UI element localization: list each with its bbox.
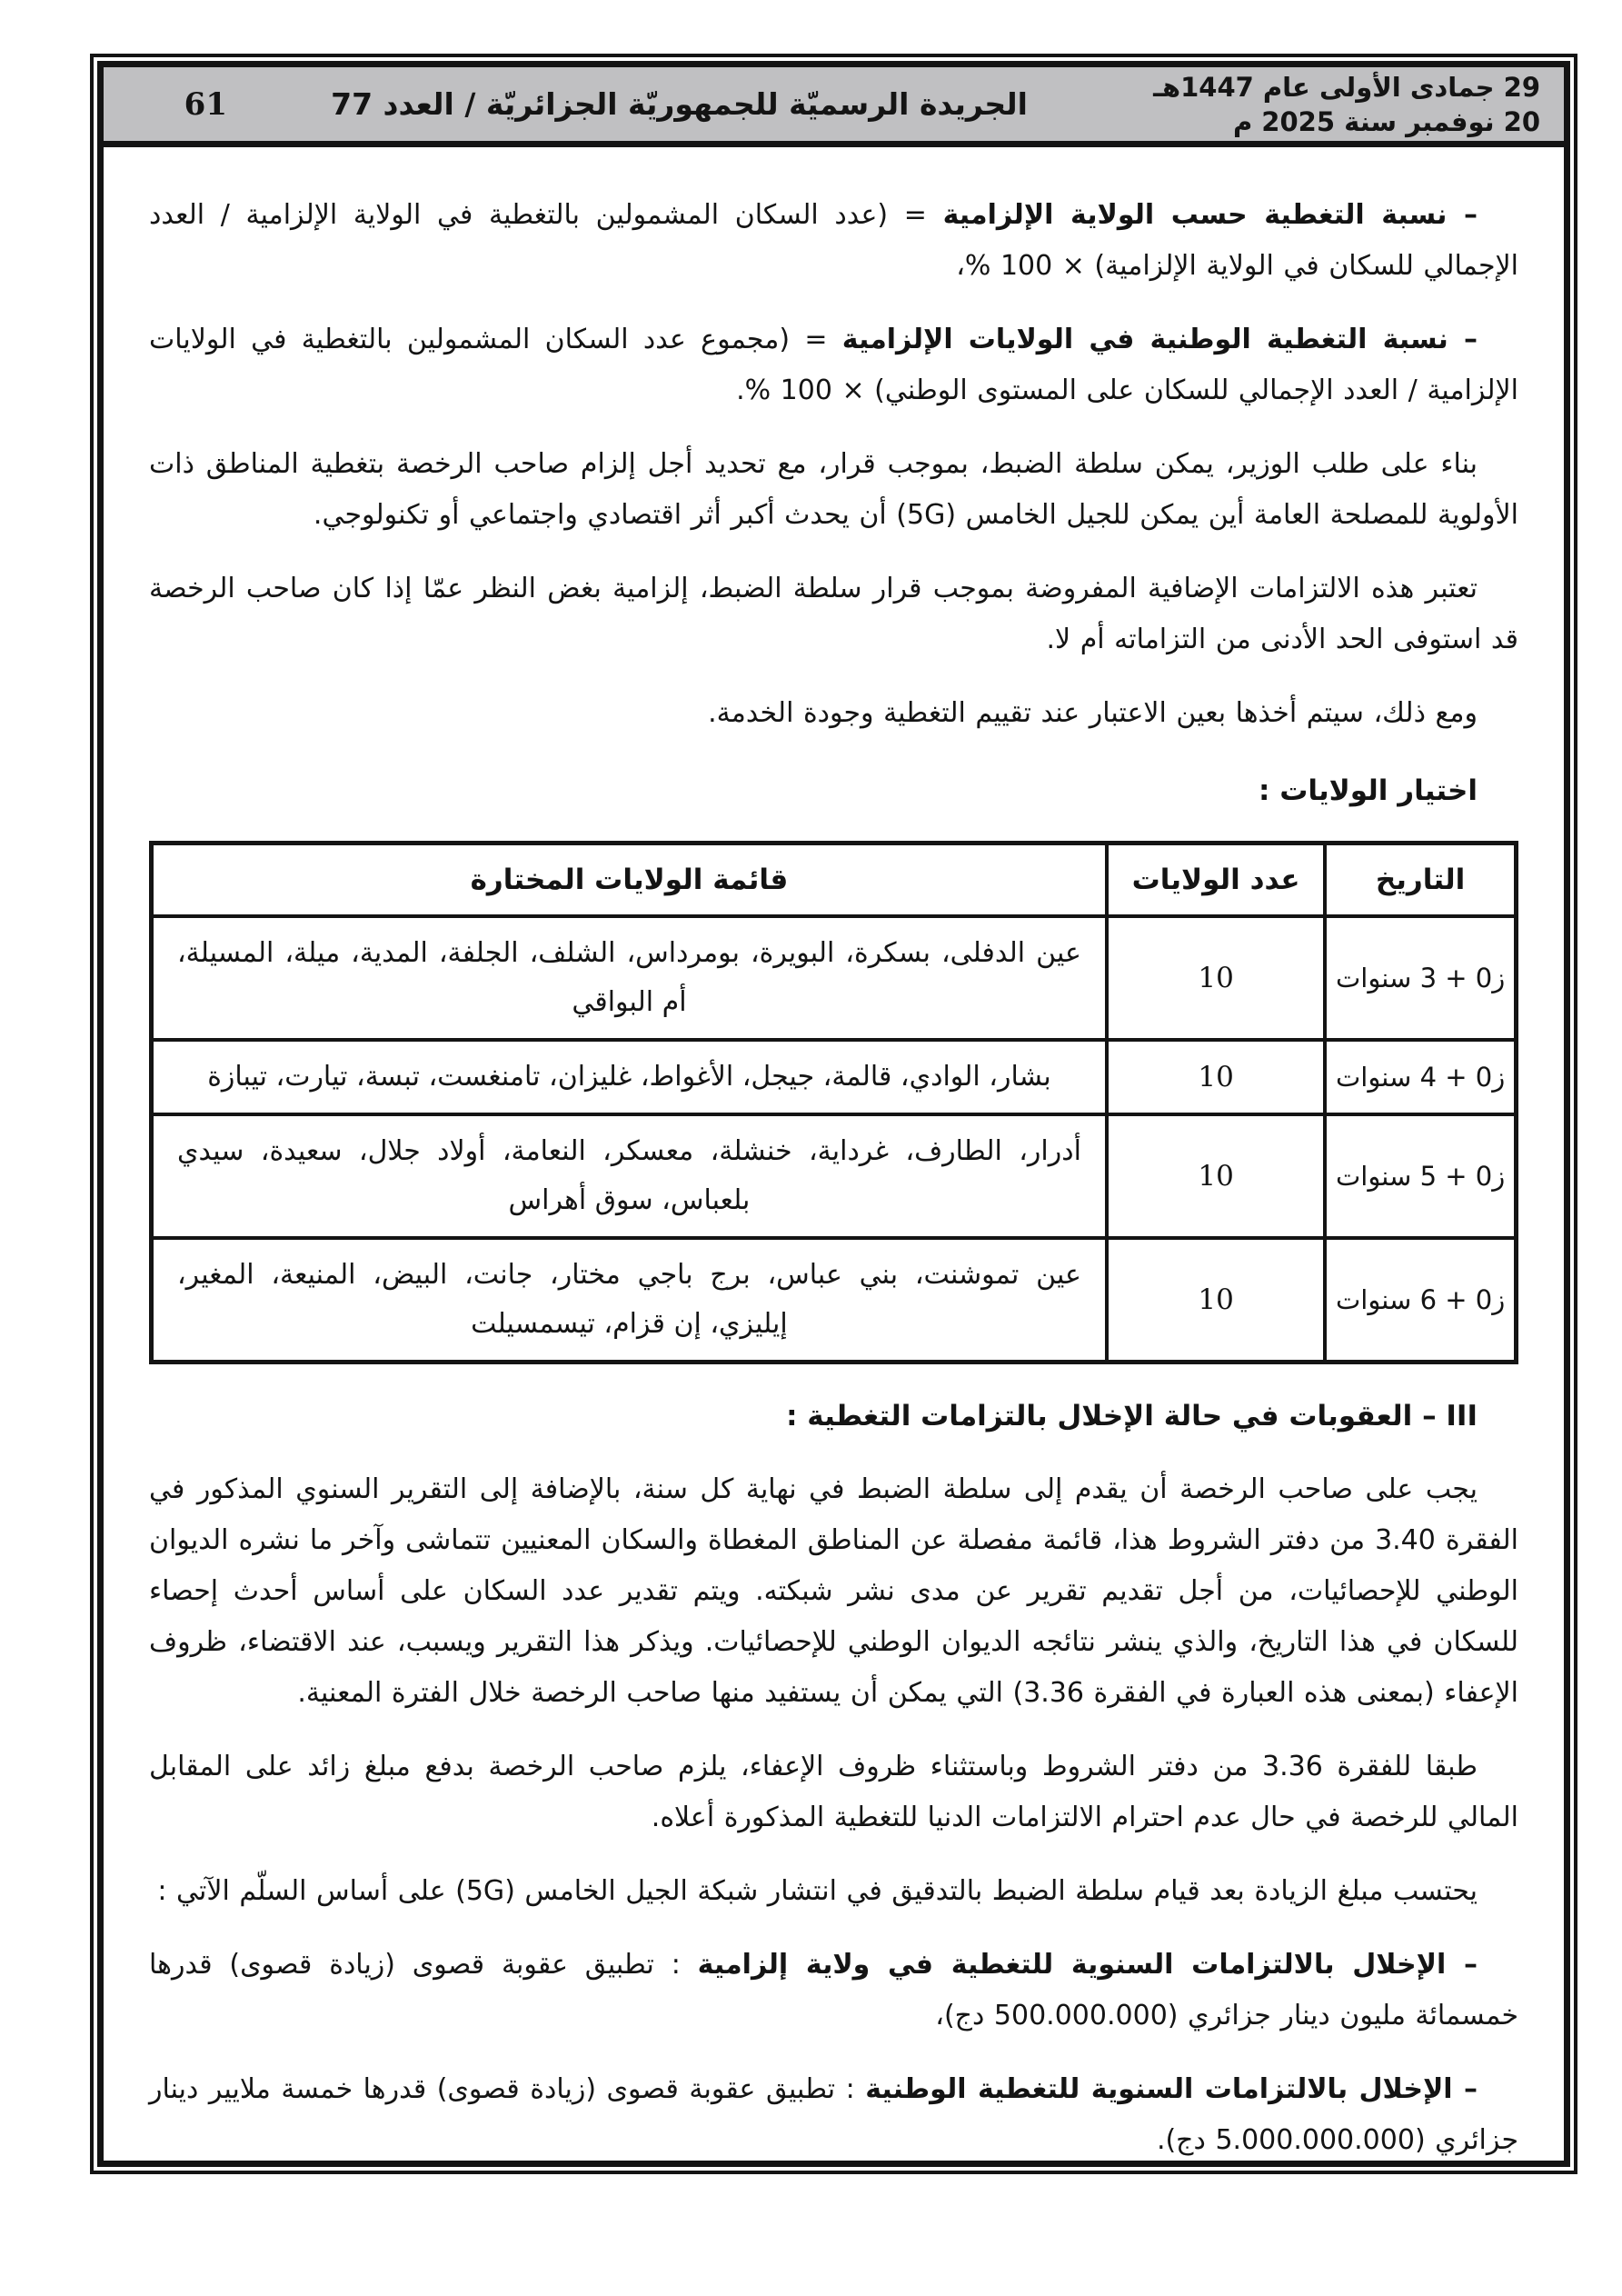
paragraph-text: : تطبيق عقوبة قصوى (زيادة قصوى) قدرها خمسة ملايير دينار جزائري (5.000.000.000 دج).: [149, 2072, 1518, 2156]
table-row: [152, 916, 1517, 1040]
page-number: 61: [184, 85, 227, 123]
wilayas-table: [149, 841, 1518, 1364]
gazette-title: الجريدة الرسميّة للجمهوريّة الجزائريّة / العدد 77: [331, 86, 1028, 122]
paragraph-penalty-scale: يحتسب مبلغ الزيادة بعد قيام سلطة الضبط بالتدقيق في انتشار شبكة الجيل الخامس (5G) على أساس السلّم الآتي :: [157, 1874, 1478, 1907]
heading-wilaya-selection: اختيار الولايات :: [1259, 774, 1478, 807]
row2-count-cell: 10: [1107, 1040, 1325, 1114]
issue-dates: [1131, 70, 1540, 139]
table-header-row: [152, 844, 1517, 916]
row3-count-cell: 10: [1107, 1114, 1325, 1238]
paragraph-surcharge: طبقا للفقرة 3.36 من دفتر الشروط وباستثناء ظروف الإعفاء، يلزم صاحب الرخصة بدفع مبلغ زائد على المقابل المالي للرخصة في حال عدم احترام الالتزامات الدنيا للتغطية المذكورة أعلاه.: [149, 1750, 1518, 1833]
row1-list-cell: عين الدفلى، بسكرة، البويرة، بومرداس، الشلف، الجلفة، المدية، ميلة، المسيلة، أم البواقي: [152, 916, 1107, 1040]
table-row: [152, 1114, 1517, 1238]
date-gregorian: 20 نوفمبر سنة 2025 م: [1232, 105, 1540, 137]
column-header-count: عدد الولايات: [1107, 844, 1325, 916]
table-row: [152, 1040, 1517, 1114]
paragraph-minister-request: بناء على طلب الوزير، يمكن سلطة الضبط، بموجب قرار، مع تحديد أجل إلزام صاحب الرخصة بتغطية المناطق ذات الأولوية للمصلحة العامة أين يمكن للجيل الخامس (5G) أن يحدث أكبر أثر اقتصادي واجتماعي أو تكنولوجي.: [149, 448, 1518, 531]
page-header: [104, 67, 1564, 147]
row1-count-cell: 10: [1107, 916, 1325, 1040]
paragraph-coverage-rate-national: [149, 314, 1518, 416]
row2-list-cell: بشار، الوادي، قالمة، جيجل، الأغواط، غليزان، تامنغست، تبسة، تيارت، تيبازة: [152, 1040, 1107, 1114]
row4-count-cell: 10: [1107, 1238, 1325, 1363]
term-national-breach: – الإخلال بالالتزامات السنوية للتغطية الوطنية: [865, 2072, 1478, 2105]
row3-date-cell: ز0 + 5 سنوات: [1325, 1114, 1516, 1238]
row2-date-cell: ز0 + 4 سنوات: [1325, 1040, 1516, 1114]
wilayas-table-header: [152, 844, 1517, 916]
paragraph-annual-report: يجب على صاحب الرخصة أن يقدم إلى سلطة الضبط في نهاية كل سنة، بالإضافة إلى التقرير السنوي المذكور في الفقرة 3.40 من دفتر الشروط هذا، قائمة مفصلة عن المناطق المغطاة والسكان المعنيين تتماشى وآخر ما نشره الديوان الوطني للإحصائيات، من أجل تقديم تقرير عن مدى نشر شبكته. ويتم تقدير عدد السكان على أساس أحدث إحصاء للسكان في هذا التاريخ، والذي ينشر نتائجه الديوان الوطني للإحصائيات. ويذكر هذا التقرير ويسبب، عند الاقتضاء، ظروف الإعفاء (بمعنى هذه العبارة في الفقرة 3.36) التي يمكن أن يستفيد منها صاحب الرخصة خلال الفترة المعنية.: [149, 1472, 1518, 1709]
page-frame-inner: [97, 61, 1570, 2167]
table-row: [152, 1238, 1517, 1363]
row1-date-cell: ز0 + 3 سنوات: [1325, 916, 1516, 1040]
term-wilaya-breach: – الإخلال بالالتزامات السنوية للتغطية في ولاية إلزامية: [697, 1948, 1478, 1981]
paragraph-text: : تطبيق عقوبة قصوى (زيادة قصوى) قدرها خمسمائة مليون دينار جزائري (500.000.000 دج)،: [149, 1948, 1518, 2031]
column-header-date: التاريخ: [1325, 844, 1516, 916]
bullet-national-breach: [149, 2064, 1518, 2161]
paragraph-however: ومع ذلك، سيتم أخذها بعين الاعتبار عند تقييم التغطية وجودة الخدمة.: [708, 697, 1478, 729]
bullet-wilaya-breach: [149, 1940, 1518, 2041]
heading-penalties-section: III – العقوبات في حالة الإخلال بالتزامات التغطية :: [786, 1399, 1478, 1433]
page-frame: [90, 54, 1577, 2174]
wilayas-table-body: [152, 916, 1517, 1363]
date-hijri: 29 جمادى الأولى عام 1447هـ: [1153, 71, 1540, 103]
row4-date-cell: ز0 + 6 سنوات: [1325, 1238, 1516, 1363]
document-body: [104, 147, 1564, 2161]
paragraph-text: = (مجموع عدد السكان المشمولين بالتغطية في الولايات الإلزامية / العدد الإجمالي للسكان على المستوى الوطني) × 100 %.: [149, 324, 1518, 406]
row3-list-cell: أدرار، الطارف، غرداية، خنشلة، معسكر، النعامة، أولاد جلال، سعيدة، سيدي بلعباس، سوق أهراس: [152, 1114, 1107, 1238]
paragraph-text: = (عدد السكان المشمولين بالتغطية في الولاية الإلزامية / العدد الإجمالي للسكان في الولاية الإلزامية) × 100 %،: [149, 199, 1518, 282]
paragraph-coverage-rate-wilaya: [149, 190, 1518, 292]
row4-list-cell: عين تموشنت، بني عباس، برج باجي مختار، جانت، البيض، المنيعة، المغير، إيليزي، إن قزام، تيسمسيلت: [152, 1238, 1107, 1363]
term-coverage-rate-national: – نسبة التغطية الوطنية في الولايات الإلزامية: [841, 324, 1478, 355]
column-header-list: قائمة الولايات المختارة: [152, 844, 1107, 916]
term-coverage-rate-wilaya: – نسبة التغطية حسب الولاية الإلزامية: [942, 199, 1478, 231]
paragraph-additional-obligations: تعتبر هذه الالتزامات الإضافية المفروضة بموجب قرار سلطة الضبط، إلزامية بغض النظر عمّا إذا كان صاحب الرخصة قد استوفى الحد الأدنى من التزاماته أم لا.: [149, 573, 1518, 655]
